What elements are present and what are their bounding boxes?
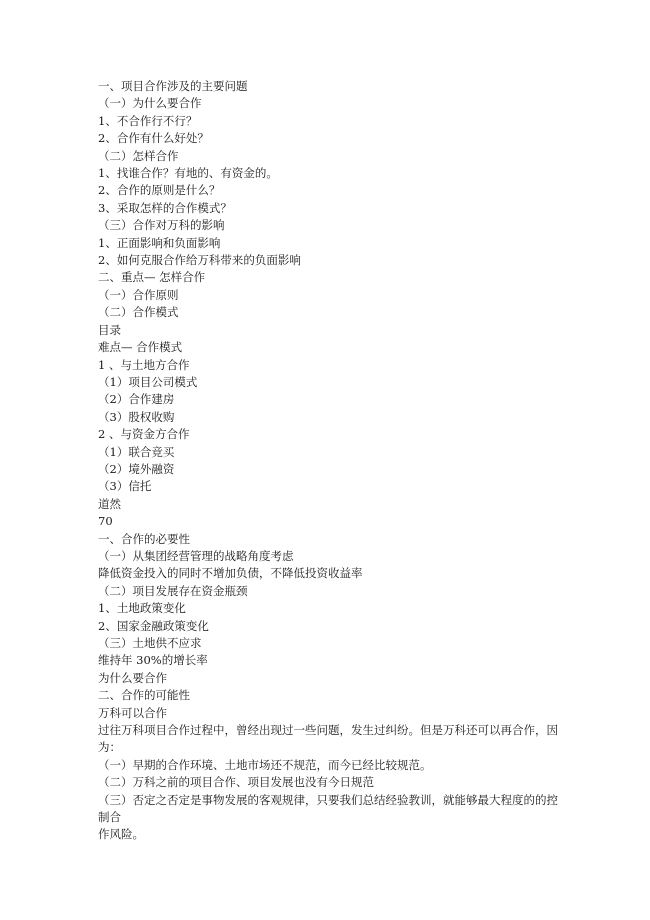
text-line: 万科可以合作 bbox=[98, 705, 167, 720]
list-item: 2、如何克服合作给万科带来的负面影响 bbox=[98, 253, 301, 268]
subsection-heading: （三）土地供不应求 bbox=[98, 636, 202, 650]
list-item: 2、合作有什么好处？ bbox=[98, 131, 209, 146]
subsection-heading: （二）怎样合作 bbox=[98, 148, 179, 163]
list-item: 1 、与土地方合作 bbox=[98, 357, 190, 372]
subsection-heading: （二）合作模式 bbox=[98, 305, 179, 320]
paragraph: 过往万科项目合作过程中，曾经出现过一些问题，发生过纠纷。但是万科还可以再合作，因为： bbox=[98, 723, 558, 755]
list-item: 1、找谁合作？有地的、有资金的。 bbox=[98, 166, 278, 181]
text-line: 70 bbox=[98, 514, 113, 529]
section-heading: 一、项目合作涉及的主要问题 bbox=[98, 79, 248, 93]
list-item: 2、国家金融政策变化 bbox=[98, 618, 209, 633]
text-line: 作风险。 bbox=[98, 827, 144, 842]
section-heading: 二、重点— 怎样合作 bbox=[98, 270, 206, 285]
list-item: 2、合作的原则是什么？ bbox=[98, 183, 221, 198]
list-item: 2 、与资金方合作 bbox=[98, 427, 190, 442]
subsection-heading: （三）否定之否定是事物发展的客观规律，只要我们总结经验教训，就能够最大程度的的控制合 bbox=[98, 792, 558, 825]
text-line: 降低资金投入的同时不增加负债，不降低投资收益率 bbox=[98, 566, 363, 581]
list-item: 3、采取怎样的合作模式？ bbox=[98, 200, 232, 215]
subsection-heading: （二）项目发展存在资金瓶颈 bbox=[98, 583, 248, 598]
list-item: 1、不合作行不行？ bbox=[98, 113, 198, 128]
subsection-heading: （三）合作对万科的影响 bbox=[98, 218, 225, 233]
subsection-heading: （二）万科之前的项目合作、项目发展也没有今日规范 bbox=[98, 775, 374, 790]
list-item: 1、正面影响和负面影响 bbox=[98, 235, 221, 250]
text-line: 道然 bbox=[98, 496, 121, 511]
list-item: （3）股权收购 bbox=[98, 409, 175, 424]
section-heading: 难点— 合作模式 bbox=[98, 340, 183, 355]
subsection-heading: （一）为什么要合作 bbox=[98, 96, 202, 111]
subsection-heading: （一）合作原则 bbox=[98, 287, 179, 302]
list-item: （1）联合竞买 bbox=[98, 444, 175, 459]
section-heading: 一、合作的必要性 bbox=[98, 531, 190, 546]
text-line: 为什么要合作 bbox=[98, 670, 167, 685]
subsection-heading: （一）早期的合作环境、土地市场还不规范，而今已经比较规范。 bbox=[98, 757, 432, 772]
list-item: （2）合作建房 bbox=[98, 392, 175, 407]
subsection-heading: （一）从集团经营管理的战略角度考虑 bbox=[98, 548, 294, 563]
text-line: 维持年 30%的增长率 bbox=[98, 653, 208, 668]
toc-heading: 目录 bbox=[98, 322, 121, 337]
list-item: （2）境外融资 bbox=[98, 461, 175, 476]
list-item: 1、土地政策变化 bbox=[98, 601, 186, 616]
list-item: （3）信托 bbox=[98, 479, 152, 494]
list-item: （1）项目公司模式 bbox=[98, 374, 198, 389]
section-heading: 二、合作的可能性 bbox=[98, 688, 190, 703]
